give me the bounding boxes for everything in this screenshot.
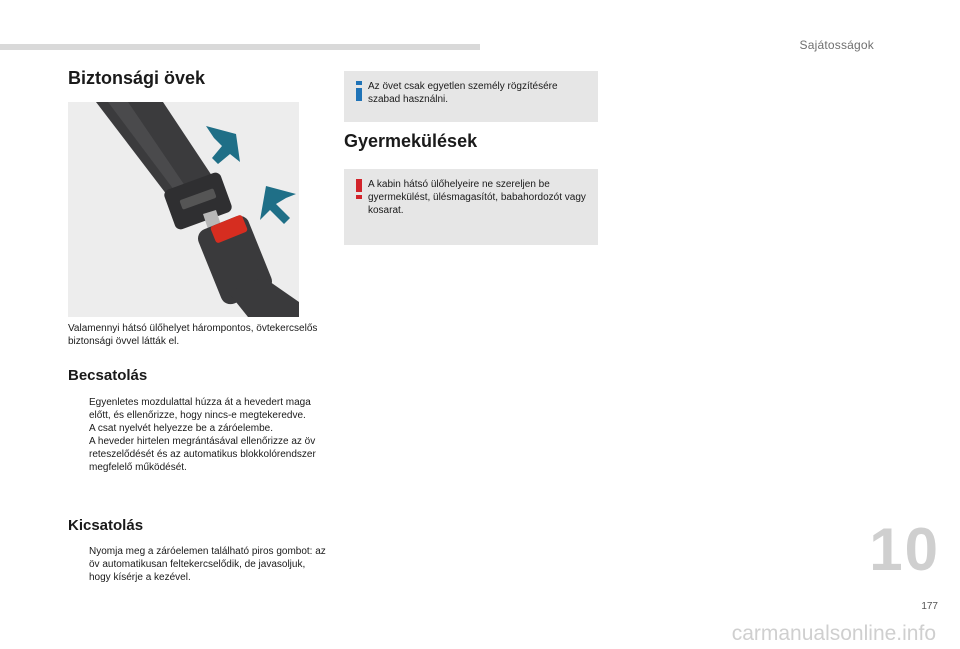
warning-note-text: A kabin hátsó ülőhelyeire ne szereljen be gyermekülést, ülésmagasítót, babahordozót vagy kosarat. bbox=[368, 179, 586, 216]
info-note-text: Az övet csak egyetlen személy rögzítésére szabad használni. bbox=[368, 81, 558, 105]
heading-unbuckle: Kicsatolás bbox=[68, 517, 144, 534]
list-item-text: A heveder hirtelen megrántásával ellenőrizze az öv reteszelődését és az automatikus blokkolórendszer megfelelő működését. bbox=[89, 436, 316, 473]
info-icon bbox=[356, 81, 362, 101]
section-title: Sajátosságok bbox=[799, 38, 874, 52]
list-item bbox=[68, 435, 328, 474]
header-rule bbox=[0, 44, 480, 50]
list-item-text: A csat nyelvét helyezze be a záróelembe. bbox=[89, 423, 273, 434]
buckle-steps bbox=[68, 396, 328, 474]
watermark: carmanualsonline.info bbox=[731, 622, 936, 645]
heading-buckle: Becsatolás bbox=[68, 367, 148, 384]
seatbelt-buckle-image bbox=[68, 102, 299, 317]
list-item-text: Nyomja meg a záróelemen található piros gombot: az öv automatikusan feltekercselődik, de javasoljuk, hogy kísérje a kezével. bbox=[89, 546, 326, 583]
warning-note bbox=[344, 169, 598, 245]
seatbelt-intro-text: Valamennyi hátsó ülőhelyet hárompontos, övtekercselős biztonsági övvel látták el. bbox=[68, 323, 318, 347]
list-item-text: Egyenletes mozdulattal húzza át a hevedert maga előtt, és ellenőrizze, hogy nincs-e megtekeredve. bbox=[89, 397, 311, 421]
chapter-number: 10 bbox=[869, 516, 940, 583]
list-item bbox=[68, 422, 328, 435]
page-title-child-seats: Gyermekülések bbox=[344, 131, 478, 151]
seatbelt-illustration bbox=[68, 102, 299, 317]
page-number: 177 bbox=[921, 601, 938, 612]
info-note bbox=[344, 71, 598, 122]
unbuckle-steps bbox=[68, 545, 328, 584]
list-item bbox=[68, 396, 328, 422]
warning-icon bbox=[356, 179, 362, 199]
page-title-seatbelts: Biztonsági övek bbox=[68, 68, 206, 88]
list-item bbox=[68, 545, 328, 584]
